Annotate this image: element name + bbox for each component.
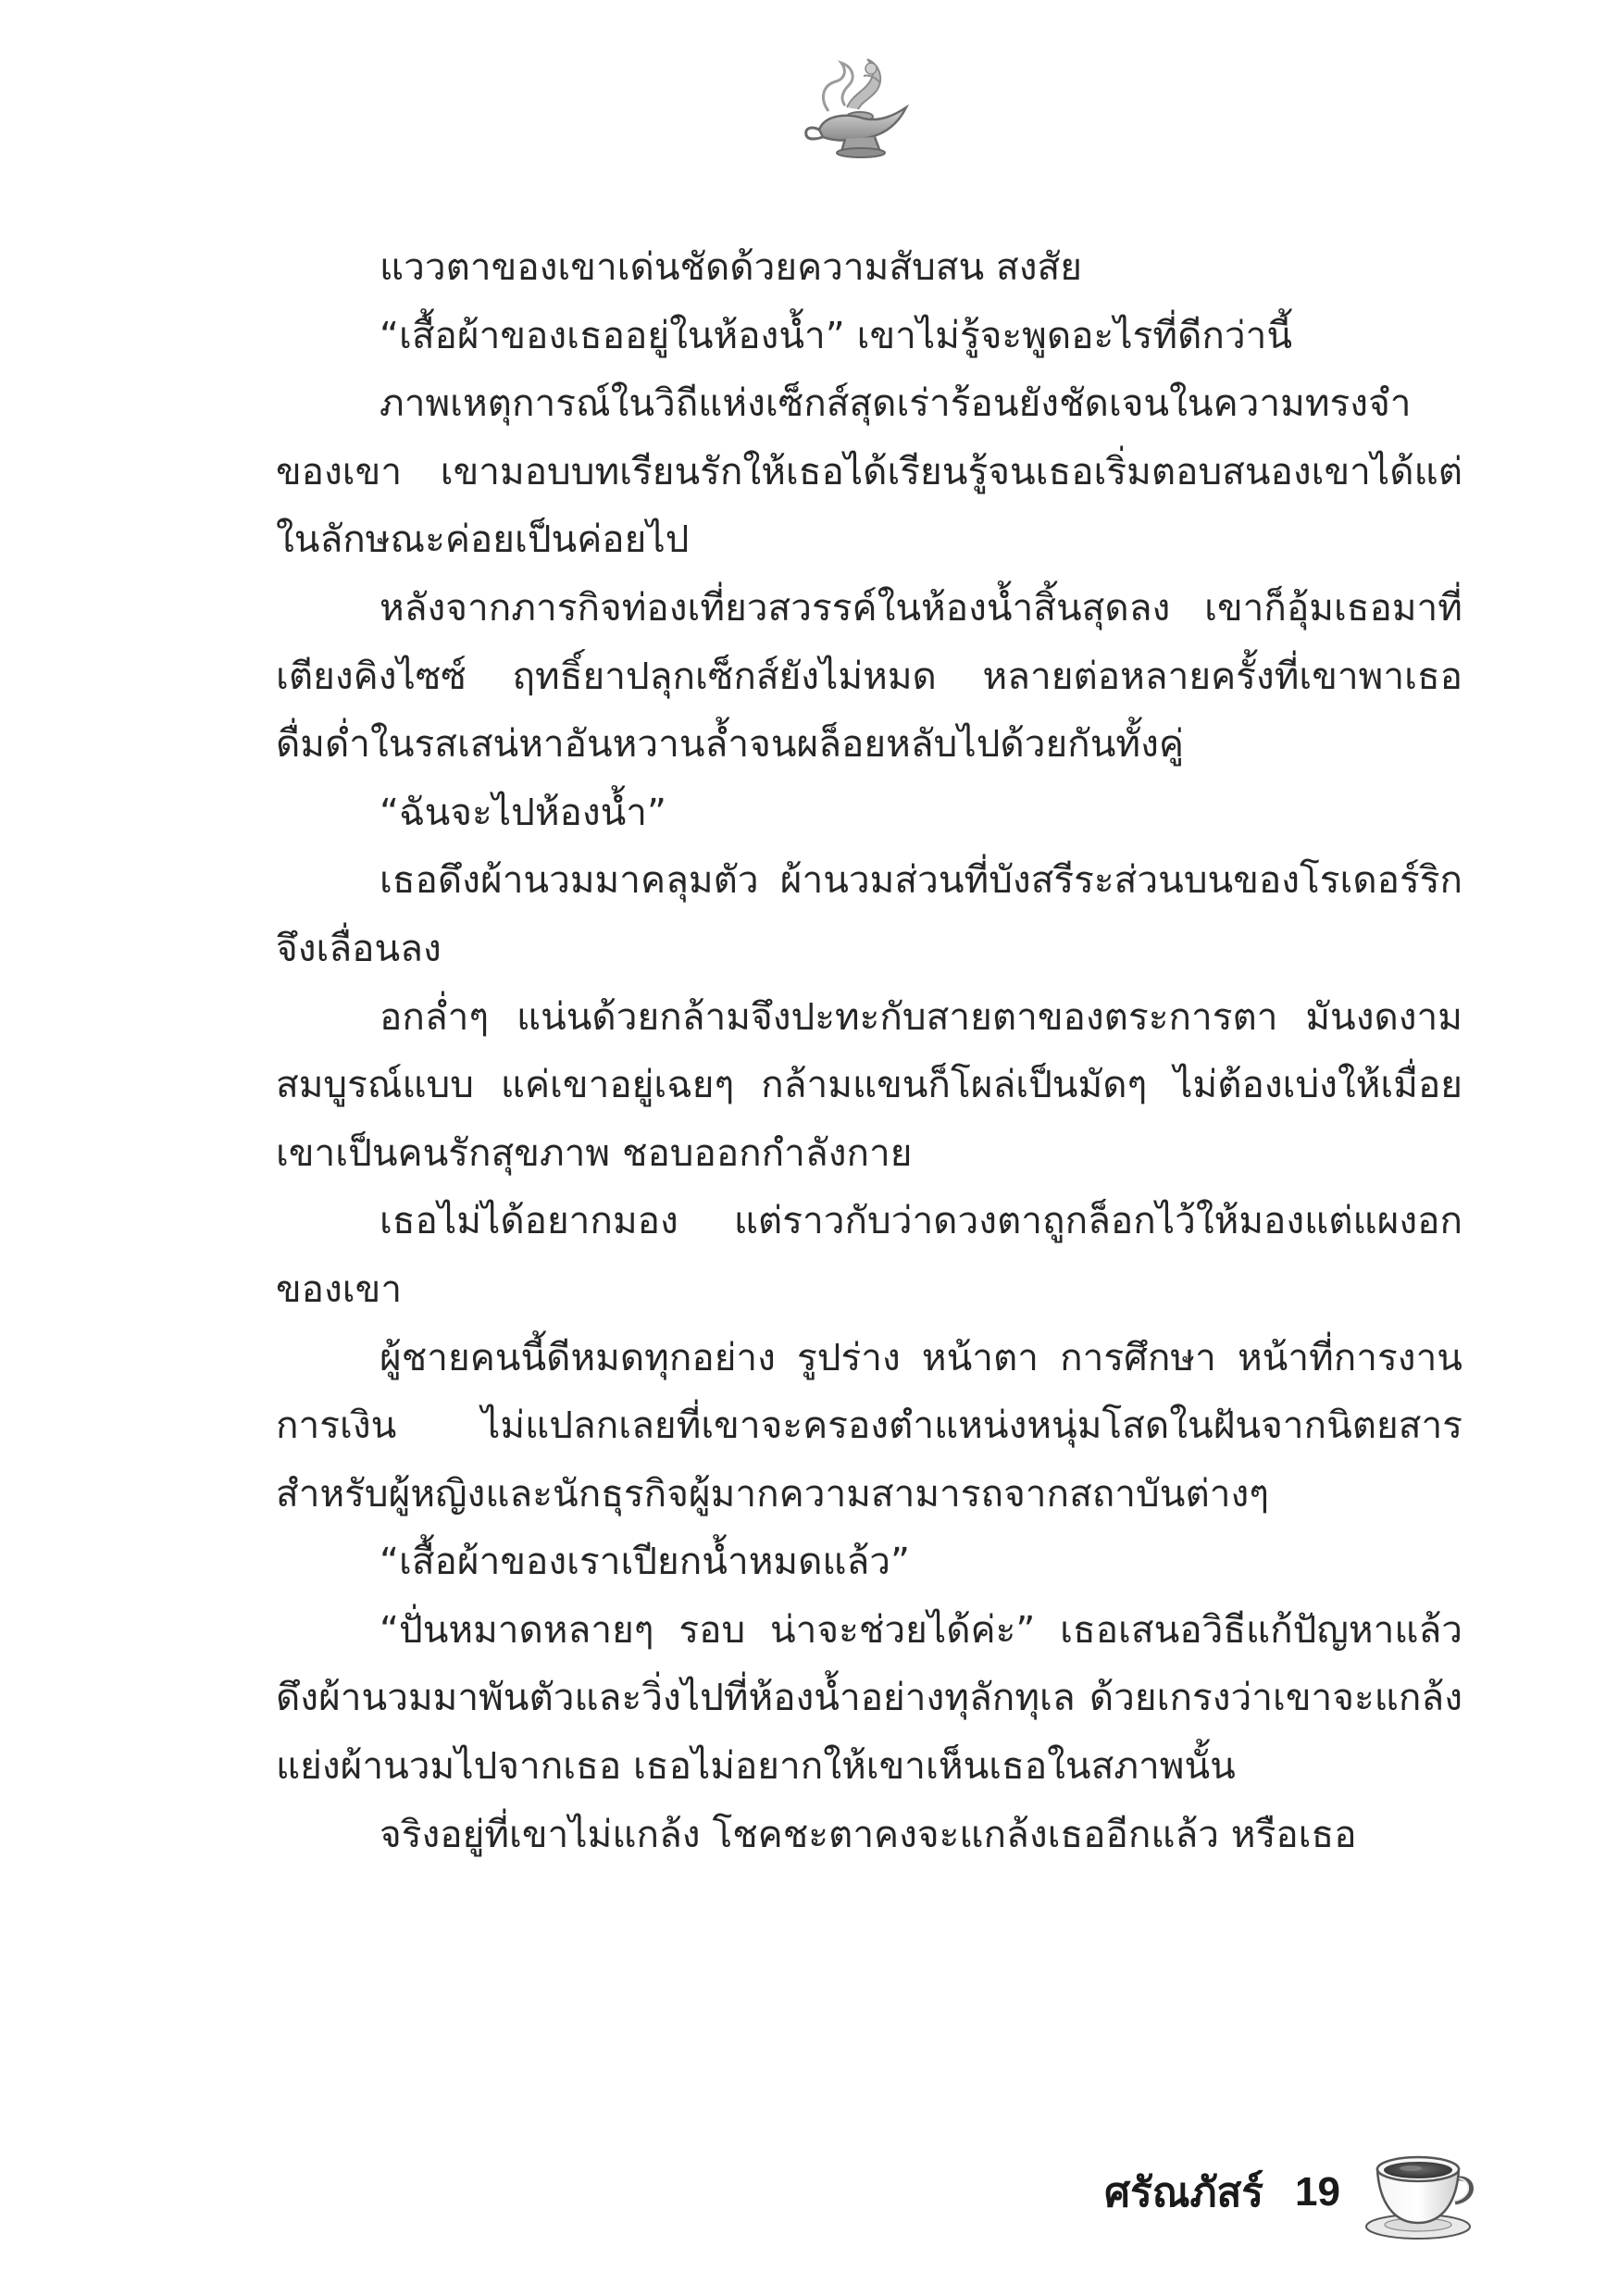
paragraph: แววตาของเขาเด่นชัดด้วยความสับสน สงสัย <box>380 244 1082 289</box>
author-name: ศรัณภัสร์ <box>1104 2169 1264 2216</box>
paragraph: เธอไม่ได้อยากมอง แต่ราวกับว่าดวงตาถูกล็อกไว้ให้มองแต่แผงอกของเขา <box>276 1198 1462 1311</box>
chapter-body-text <box>276 233 1462 1868</box>
paragraph: อกล่ำๆ แน่นด้วยกล้ามจึงปะทะกับสายตาของตระการตา มันงดงาม สมบูรณ์แบบ แค่เขาอยู่เฉยๆ กล้ามแขนก็โผล่เป็นมัดๆ ไม่ต้องเบ่งให้เมื่อย เขาเป็นคนรักสุขภาพ ชอบออกกำลังกาย <box>276 993 1462 1175</box>
paragraph: “ฉันจะไปห้องน้ำ” <box>380 789 667 834</box>
page-number: 19 <box>1295 2169 1340 2215</box>
coffee-cup-icon <box>1361 2141 1481 2243</box>
page-footer <box>1104 2137 1481 2248</box>
paragraph: จริงอยู่ที่เขาไม่แกล้ง โชคชะตาคงจะแกล้งเธออีกแล้ว หรือเธอ <box>380 1811 1357 1856</box>
paragraph: ภาพเหตุการณ์ในวิถีแห่งเซ็กส์สุดเร่าร้อนยังชัดเจนในความทรงจำของเขา เขามอบบทเรียนรักให้เธอได้เรียนรู้จนเธอเริ่มตอบสนองเขาได้แต่ในลักษณะค่อยเป็นค่อยไป <box>276 381 1462 562</box>
paragraph: “เสื้อผ้าของเราเปียกน้ำหมดแล้ว” <box>380 1539 911 1584</box>
paragraph: ผู้ชายคนนี้ดีหมดทุกอย่าง รูปร่าง หน้าตา การศึกษา หน้าที่การงาน การเงิน ไม่แปลกเลยที่เขาจะครองตำแหน่งหนุ่มโสดในฝันจากนิตยสารสำหรับผู้หญิงและนักธุรกิจผู้มากความสามารถจากสถาบันต่างๆ <box>276 1334 1462 1516</box>
genie-lamp-icon <box>791 54 921 165</box>
paragraph: เธอดึงผ้านวมมาคลุมตัว ผ้านวมส่วนที่บังสรีระส่วนบนของโรเดอร์ริกจึงเลื่อนลง <box>276 857 1462 970</box>
paragraph: “ปั่นหมาดหลายๆ รอบ น่าจะช่วยได้ค่ะ” เธอเสนอวิธีแก้ปัญหาแล้วดึงผ้านวมมาพันตัวและวิ่งไปที่ห้องน้ำอย่างทุลักทุเล ด้วยเกรงว่าเขาจะแกล้งแย่งผ้านวมไปจากเธอ เธอไม่อยากให้เขาเห็นเธอในสภาพนั้น <box>276 1606 1462 1789</box>
paragraph: “เสื้อผ้าของเธออยู่ในห้องน้ำ” เขาไม่รู้จะพูดอะไรที่ดีกว่านี้ <box>380 312 1293 357</box>
paragraph: หลังจากภารกิจท่องเที่ยวสวรรค์ในห้องน้ำสิ้นสุดลง เขาก็อุ้มเธอมาที่เตียงคิงไซซ์ ฤทธิ์ยาปลุกเซ็กส์ยังไม่หมด หลายต่อหลายครั้งที่เขาพาเธอดื่มด่ำในรสเสน่หาอันหวานล้ำจนผล็อยหลับไปด้วยกันทั้งคู่ <box>276 584 1462 767</box>
